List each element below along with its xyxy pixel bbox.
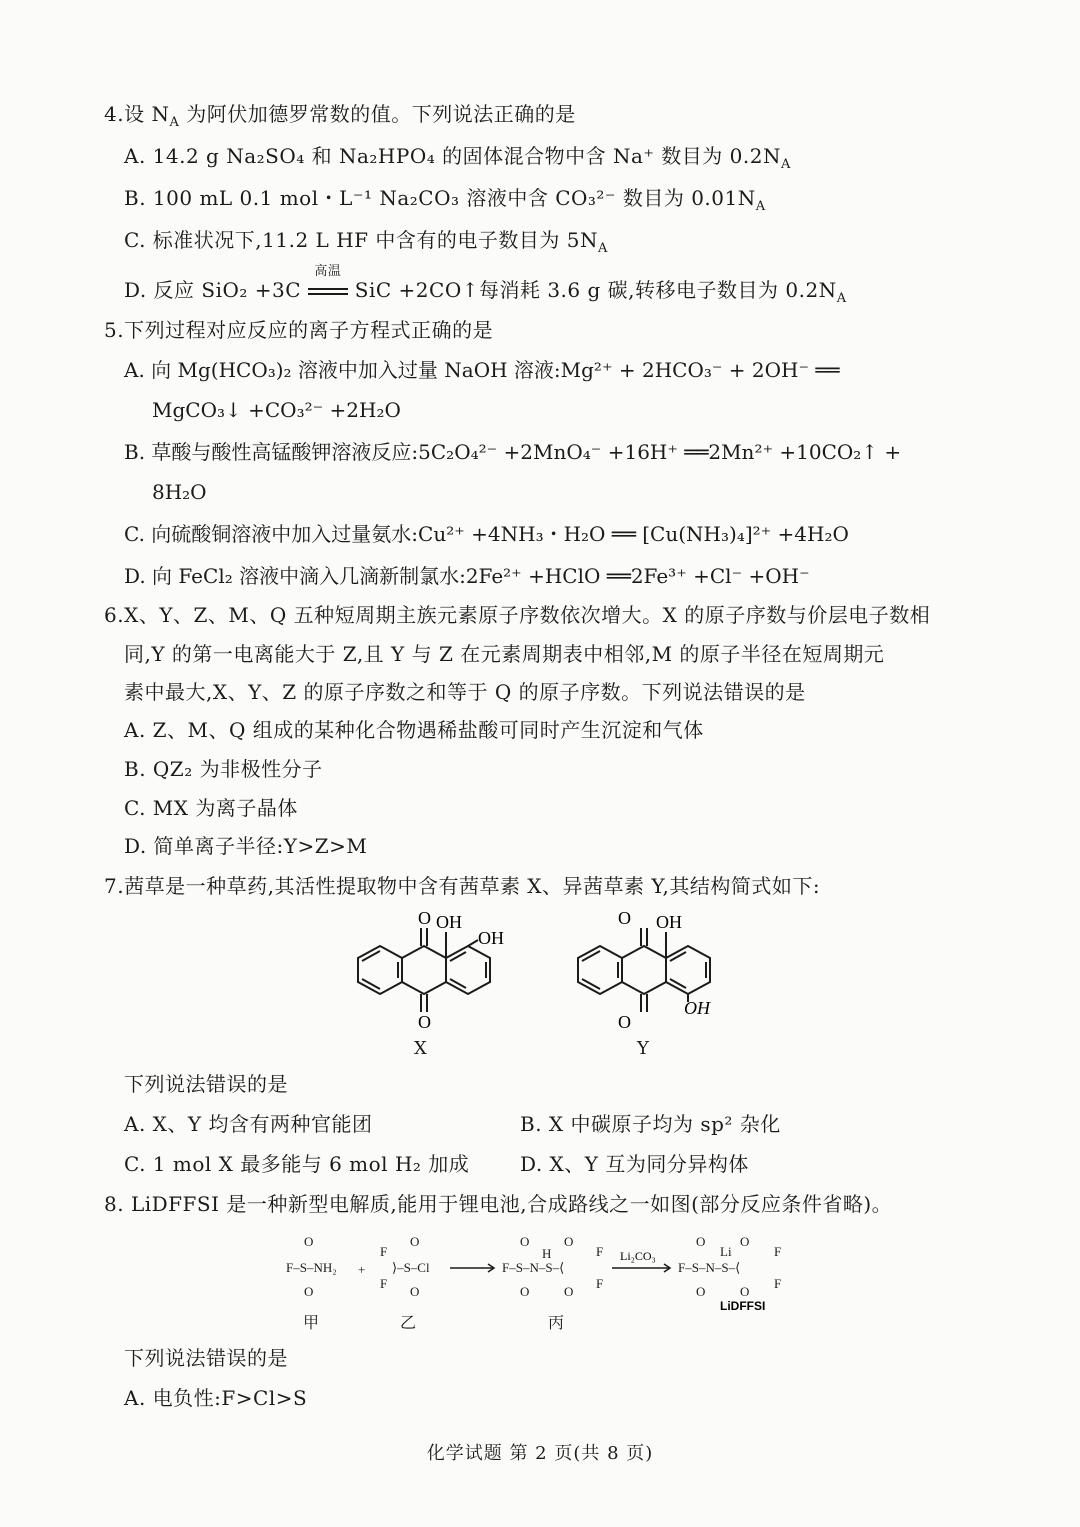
svg-text:H: H bbox=[542, 1246, 552, 1261]
q6-stem-line2: 同,Y 的第一电离能大于 Z,且 Y 与 Z 在元素周期表中相邻,M 的原子半径在短周期元 bbox=[124, 642, 885, 666]
reagent-label: Li₂CO₃ bbox=[620, 1249, 656, 1263]
svg-text:F: F bbox=[380, 1244, 388, 1259]
svg-text:F: F bbox=[774, 1244, 782, 1259]
svg-text:O: O bbox=[564, 1284, 574, 1299]
label-bing: 丙 bbox=[548, 1313, 565, 1332]
q7-option-a: A. X、Y 均含有两种官能团 bbox=[124, 1112, 373, 1136]
q7-option-d: D. X、Y 互为同分异构体 bbox=[520, 1152, 749, 1176]
carbonyl-o-bottom: O bbox=[618, 1012, 631, 1030]
q5-option-b-line2: 8H₂O bbox=[152, 480, 207, 504]
purpurin-structure-y bbox=[560, 910, 740, 1030]
svg-text:F–S–N–S–⟨: F–S–N–S–⟨ bbox=[678, 1260, 741, 1275]
svg-text:O: O bbox=[304, 1234, 314, 1249]
carbonyl-o-top: O bbox=[418, 910, 431, 928]
svg-text:O: O bbox=[520, 1284, 530, 1299]
svg-text:F: F bbox=[380, 1276, 388, 1291]
oh-2: OH bbox=[684, 998, 710, 1018]
q5-option-a-line2: MgCO₃↓ +CO₃²⁻ +2H₂O bbox=[152, 398, 401, 422]
q6-stem-line3: 素中最大,X、Y、Z 的原子序数之和等于 Q 的原子序数。下列说法错误的是 bbox=[124, 680, 806, 704]
lidffsi-synthesis-scheme bbox=[280, 1232, 800, 1312]
svg-text:O: O bbox=[740, 1234, 750, 1249]
q6-option-d: D. 简单离子半径:Y>Z>M bbox=[124, 834, 368, 858]
q5-option-a-line1: A. 向 Mg(HCO₃)₂ 溶液中加入过量 NaOH 溶液:Mg²⁺ + 2HCO₃⁻ + 2OH⁻ ══ bbox=[124, 358, 840, 382]
svg-text:O: O bbox=[410, 1284, 420, 1299]
q7-option-c: C. 1 mol X 最多能与 6 mol H₂ 加成 bbox=[124, 1152, 470, 1176]
page-footer: 化学试题 第 2 页(共 8 页) bbox=[426, 1443, 654, 1464]
svg-text:O: O bbox=[696, 1284, 706, 1299]
label-x: X bbox=[414, 1038, 427, 1059]
q5-option-b-line1: B. 草酸与酸性高锰酸钾溶液反应:5C₂O₄²⁻ +2MnO₄⁻ +16H⁺ ══2Mn²⁺ +10CO₂↑ + bbox=[124, 440, 902, 464]
q4-option-b: B. 100 mL 0.1 mol・L⁻¹ Na₂CO₃ 溶液中含 CO₃²⁻ 数目为 $0.01N_A$ bbox=[124, 186, 766, 214]
q6-option-b: B. QZ₂ 为非极性分子 bbox=[124, 757, 323, 781]
svg-text:+: + bbox=[358, 1262, 366, 1277]
svg-text:F: F bbox=[596, 1244, 604, 1259]
svg-text:F–S–N–S–⟨: F–S–N–S–⟨ bbox=[502, 1260, 565, 1275]
q7-stem: 7.茜草是一种草药,其活性提取物中含有茜草素 X、异茜草素 Y,其结构简式如下: bbox=[104, 874, 821, 898]
svg-text:O: O bbox=[696, 1234, 706, 1249]
q6-option-a: A. Z、M、Q 组成的某种化合物遇稀盐酸可同时产生沉淀和气体 bbox=[124, 718, 704, 742]
q5-option-d: D. 向 FeCl₂ 溶液中滴入几滴新制氯水:2Fe²⁺ +HClO ══2Fe³⁺ +Cl⁻ +OH⁻ bbox=[124, 564, 810, 588]
reaction-arrow: 高温 bbox=[308, 276, 348, 304]
label-jia: 甲 bbox=[303, 1313, 320, 1332]
label-yi: 乙 bbox=[400, 1313, 417, 1332]
oh-2: OH bbox=[478, 928, 504, 948]
q4-stem: 4.设 $N_A$ 为阿伏加德罗常数的值。下列说法正确的是 bbox=[104, 102, 576, 130]
q8-stem: 8. LiDFFSI 是一种新型电解质,能用于锂电池,合成路线之一如图(部分反应条件省略)。 bbox=[104, 1192, 893, 1216]
svg-text:O: O bbox=[410, 1234, 420, 1249]
svg-text:O: O bbox=[520, 1234, 530, 1249]
svg-text:O: O bbox=[304, 1284, 314, 1299]
q5-option-c: C. 向硫酸铜溶液中加入过量氨水:Cu²⁺ +4NH₃・H₂O ══ [Cu(NH₃)₄]²⁺ +4H₂O bbox=[124, 522, 849, 546]
q6-stem-line1: 6.X、Y、Z、M、Q 五种短周期主族元素原子序数依次增大。X 的原子序数与价层电子数相 bbox=[104, 603, 931, 627]
svg-text:O: O bbox=[740, 1284, 750, 1299]
label-y: Y bbox=[637, 1038, 649, 1059]
q7-option-b: B. X 中碳原子均为 sp² 杂化 bbox=[520, 1112, 781, 1136]
oh-1: OH bbox=[436, 912, 462, 932]
q8-option-a: A. 电负性:F>Cl>S bbox=[124, 1386, 308, 1410]
q4-option-d: D. 反应 SiO₂ +3C 高温 SiC +2CO↑每消耗 3.6 g 碳,转移电子数目为 $0.2N_A$ bbox=[124, 264, 847, 306]
carbonyl-o-bottom: O bbox=[418, 1012, 431, 1030]
q4-option-a: A. 14.2 g Na₂SO₄ 和 Na₂HPO₄ 的固体混合物中含 Na⁺ 数目为 $0.2N_A$ bbox=[124, 144, 791, 172]
svg-text:F: F bbox=[596, 1276, 604, 1291]
q5-stem: 5.下列过程对应反应的离子方程式正确的是 bbox=[104, 318, 494, 342]
alizarin-structure-x bbox=[340, 910, 520, 1030]
svg-text:F: F bbox=[774, 1276, 782, 1291]
svg-text:⟩–S–Cl: ⟩–S–Cl bbox=[392, 1260, 430, 1275]
svg-text:F–S–NH₂: F–S–NH₂ bbox=[286, 1260, 337, 1275]
carbonyl-o-top: O bbox=[618, 910, 631, 928]
q4-option-c: C. 标准状况下,11.2 L HF 中含有的电子数目为 $5N_A$ bbox=[124, 228, 608, 256]
oh-1: OH bbox=[656, 912, 682, 932]
svg-text:O: O bbox=[564, 1234, 574, 1249]
q7-prompt: 下列说法错误的是 bbox=[124, 1072, 288, 1096]
product-label: LiDFFSI bbox=[720, 1299, 766, 1312]
svg-text:Li: Li bbox=[720, 1244, 732, 1259]
q8-prompt: 下列说法错误的是 bbox=[124, 1346, 288, 1370]
q6-option-c: C. MX 为离子晶体 bbox=[124, 796, 298, 820]
